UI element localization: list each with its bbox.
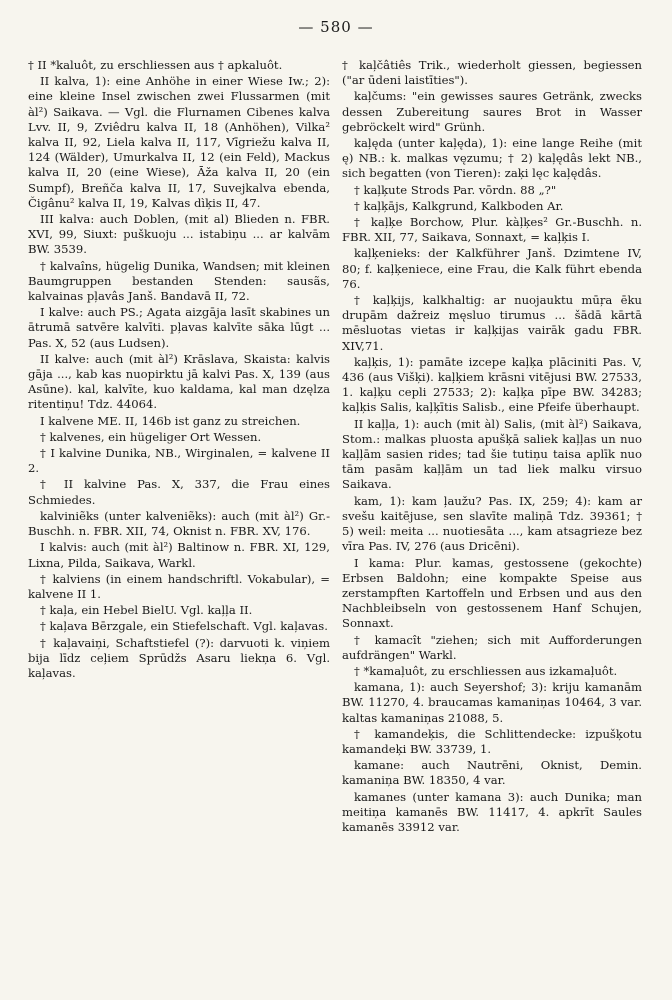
entry: † kaļķājs, Kalkgrund, Kalkboden Ar. xyxy=(354,198,564,213)
entry: kaļčums: "ein gewisses saures Getränk, zwecks dessen Zubereitung saures Brot in Wasser gebröckelt wird" Grünh. xyxy=(342,89,642,134)
entry: I kalvene ME. II, 146b ist ganz zu streichen. xyxy=(40,413,301,428)
entry: † kaļa, ein Hebel BielU. Vgl. kaļļa II. xyxy=(40,603,253,618)
entry: kaļķis, 1): pamāte izcepe kaļķa plāciniti Pas. V, 436 (aus Višķi). kaļķiem krāsni vitējusi BW. 27533, 1. kaļķu cepli 27533; 2): kaļķa pīpe BW. 34283; kaļķis Salis, kaļķītis Salisb., eine Pfeife überhaupt. xyxy=(342,354,642,415)
entry: † kaļavaiņi, Schaftstiefel (?): darvuoti k. viņiem bija līdz ceļiem Sprūdžs Asaru liekņa 6. Vgl. kaļavas. xyxy=(28,635,330,680)
entry: II kaļļa, 1): auch (mit àl) Salis, (mit àl²) Saikava, Stom.: malkas pluosta apušķā saliek kaļļas un nuo kaļļām sasien rides; tad šie tutiņu taisa aplīk nuo tām pasām kaļļām un tad liek malku virsuo Saikava. xyxy=(342,416,642,492)
entry: † kaļķe Borchow, Plur. kàļķes² Gr.-Buschh. n. FBR. XII, 77, Saikava, Sonnaxt, = kaļķis I. xyxy=(342,215,642,245)
left-column xyxy=(28,58,330,682)
entry: † II kalvine Pas. X, 337, die Frau eines Schmiedes. xyxy=(28,477,330,507)
entry: † II *kaluôt, zu erschliessen aus † apkaluôt. xyxy=(28,58,283,72)
entry: † I kalvine Dunika, NB., Wirginalen, = kalvene II 2. xyxy=(28,446,330,476)
entry: II kalve: auch (mit àl²) Krāslava, Skaista: kalvis gāja ..., kab kas nuopirktu jā kalvi Pas. X, 139 (aus Asūne). kal, kalvīte, kuo kaldama, kal man dzęlza ritentiņu! Tdz. 44064. xyxy=(28,351,330,412)
entry: II kalva, 1): eine Anhöhe in einer Wiese Iw.; 2): eine kleine Insel zwischen zwei Flussarmen (mit àl²) Saikava. — Vgl. die Flurnamen Cibenes kalva Lvv. II, 9, Zviêdru kalva II, 18 (Anhöhen), Vilka² kalva II, 92, Liela kalva II, 117, Vīgriežu kalva II, 124 (Wälder), Umurkalva II, 12 (ein Feld), Mackus kalva II, 20 (eine Wiese), Āža kalva II, 20 (ein Sumpf), Breñča kalva II, 17, Suvejkalva ebenda, Čigânu² kalva II, 19, Kalvas dìķis II, 47. xyxy=(28,74,330,210)
entry: I kalvis: auch (mit àl²) Baltinow n. FBR. XI, 129, Lixna, Pilda, Saikava, Warkl. xyxy=(28,540,330,570)
entry: kam, 1): kam ļaužu? Pas. IX, 259; 4): kam ar svešu kaitējuse, sen slavīte maliņā Tdz. 39361; † 5) weil: meita ... nuotiesāta ..., kam atsagrieze bez vīra Pas. IV, 276 (aus Dricēni). xyxy=(342,493,642,554)
entry: I kama: Plur. kamas, gestossene (gekochte) Erbsen Baldohn; eine kompakte Speise aus zerstampften Kartoffeln und Erbsen und aus den Nachbleibseln von gestossenem Hanf Schujen, Sonnaxt. xyxy=(342,555,642,631)
entry: I kalve: auch PS.; Agata aizgāja lasīt skabines un ātrumā satvēre kalvīti. pļavas kalvīte sāka lūgt ... Pas. X, 52 (aus Ludsen). xyxy=(28,305,330,350)
entry: kamana, 1): auch Seyershof; 3): kriju kamanām BW. 11270, 4. braucamas kamaniņas 10464, 3 var. kaltas kamaniņas 21088, 5. xyxy=(342,680,642,725)
entry: kaļęda (unter kaļęda), 1): eine lange Reihe (mit ę) NB.: k. malkas vęzumu; † 2) kaļędâs lekt NB., sich begatten (von Tieren): zaķi lęc kaļędâs. xyxy=(342,136,642,181)
entry: † kaļčâtiês Trik., wiederholt giessen, begiessen ("ar ūdeni laistīties"). xyxy=(342,58,642,88)
entry: III kalva: auch Doblen, (mit al) Blieden n. FBR. XVI, 99, Siuxt: puškuoju ... istabiņu ... ar kalvām BW. 3539. xyxy=(28,212,330,257)
entry: † kalvaîns, hügelig Dunika, Wandsen; mit kleinen Baumgruppen bestanden Stenden: sausãs, kalvainas pļavâs Janš. Bandavā II, 72. xyxy=(28,258,330,304)
entry: † kaļķijs, kalkhaltig: ar nuojauktu mūŗa ēku drupām dažreiz męsluo tirumus ... šādā kārtā mēsluotas vietas ir kaļķijas vairāk gadu FBR. XIV,71. xyxy=(342,293,642,353)
entry: † kaļķute Strods Par. vōrdn. 88 „?" xyxy=(354,182,557,197)
right-column xyxy=(342,58,642,836)
entry: kaļķenieks: der Kalkführer Janš. Dzimtene IV, 80; f. kaļķeniece, eine Frau, die Kalk führt ebenda 76. xyxy=(342,246,642,291)
page-number-value: 580 xyxy=(320,18,352,36)
entry: kamane: auch Nautrēni, Oknist, Demin. kamaniņa BW. 18350, 4 var. xyxy=(342,758,642,788)
entry: † *kamaļuôt, zu erschliessen aus izkamaļuôt. xyxy=(354,663,618,678)
entry: † kalvenes, ein hügeliger Ort Wessen. xyxy=(40,429,262,444)
entry: † kaļava Bērzgale, ein Stiefelschaft. Vgl. kaļavas. xyxy=(40,619,328,634)
entry: kamanes (unter kamana 3): auch Dunika; man meitiņa kamanēs BW. 11417, 4. apkrīt Saules kamanēs 33912 var. xyxy=(342,789,642,834)
entry: † kamacît "ziehen; sich mit Aufforderungen aufdrängen" Warkl. xyxy=(342,632,642,662)
page-number: — 580 — xyxy=(298,18,374,36)
entry: kalviniẽks (unter kalveniẽks): auch (mit àl²) Gr.-Buschh. n. FBR. XII, 74, Oknist n. FBR. XV, 176. xyxy=(28,508,330,539)
entry: † kalviens (in einem handschriftl. Vokabular), = kalvene II 1. xyxy=(28,571,330,601)
entry: † kamandeķis, die Schlittendecke: izpušķotu kamandeķi BW. 33739, 1. xyxy=(342,726,642,756)
